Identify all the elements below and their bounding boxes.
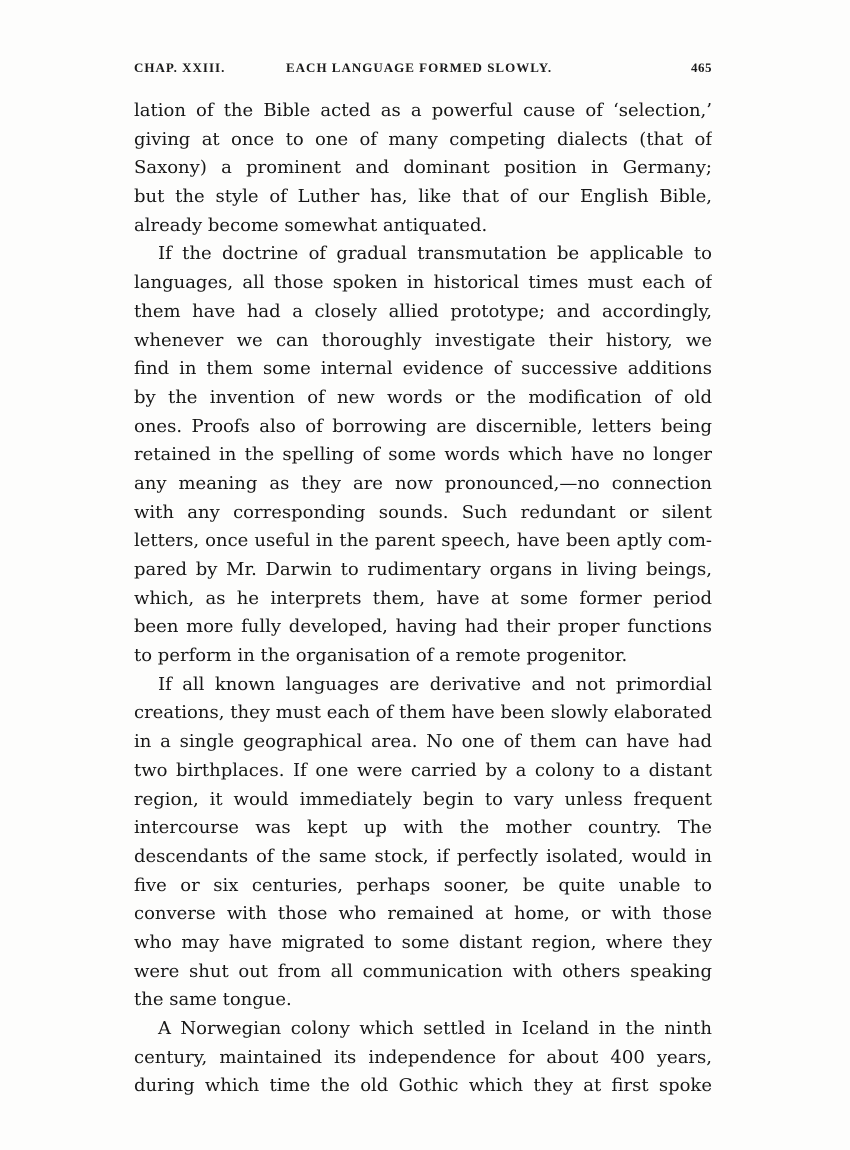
text-line: find in them some internal evidence of successive additions (134, 358, 712, 380)
text-line: any meaning as they are now pronounced,—no connection (134, 472, 712, 494)
text-line: pared by Mr. Darwin to rudimentary organs in living beings, (134, 559, 712, 580)
running-title: EACH LANGUAGE FORMED SLOWLY. (286, 60, 553, 75)
text-line: already become somewhat antiquated. (134, 214, 488, 236)
text-line: which, as he interprets them, have at some former period (134, 587, 712, 609)
text-line: giving at once to one of many competing dialects (that of (134, 128, 712, 150)
text-line: converse with those who remained at home, or with those (134, 903, 712, 925)
text-line: been more fully developed, having had their proper functions (134, 616, 712, 638)
text-line: with any corresponding sounds. Such redundant or silent (134, 501, 712, 523)
text-line: who may have migrated to some distant region, where they (134, 931, 712, 953)
text-line: by the invention of new words or the modification of old (134, 386, 712, 408)
text-line: five or six centuries, perhaps sooner, be quite unable to (134, 874, 712, 896)
text-line: during which time the old Gothic which they at first spoke (134, 1075, 712, 1097)
text-line: but the style of Luther has, like that of our English Bible, (134, 186, 712, 208)
text-line: two birthplaces. If one were carried by a colony to a distant (134, 759, 712, 781)
text-line: whenever we can thoroughly investigate their history, we (134, 329, 712, 351)
text-line: If all known languages are derivative and not primordial (158, 673, 712, 695)
text-line: creations, they must each of them have been slowly elaborated (134, 702, 712, 724)
text-line: intercourse was kept up with the mother country. The (134, 817, 712, 839)
text-line: region, it would immediately begin to vary unless frequent (134, 788, 712, 810)
text-line: letters, once useful in the parent speech, have been aptly com- (134, 530, 712, 552)
page-number: 465 (691, 60, 712, 75)
text-line: retained in the spelling of some words which have no longer (134, 444, 712, 466)
text-line: languages, all those spoken in historical times must each of (134, 272, 712, 294)
chapter-label: CHAP. XXIII. (134, 60, 226, 75)
text-line: A Norwegian colony which settled in Iceland in the ninth (158, 1018, 712, 1039)
text-line: to perform in the organisation of a remote progenitor. (134, 645, 628, 667)
text-line: them have had a closely allied prototype; and accordingly, (134, 300, 712, 322)
text-line: the same tongue. (134, 989, 292, 1011)
text-line: were shut out from all communication with others speaking (134, 960, 712, 982)
text-line: If the doctrine of gradual transmutation be applicable to (158, 243, 712, 265)
text-line: Saxony) a prominent and dominant position in Germany; (134, 157, 712, 179)
running-head (134, 60, 712, 82)
text-line: ones. Proofs also of borrowing are discernible, letters being (134, 415, 712, 437)
body-text (134, 97, 712, 1101)
text-line: century, maintained its independence for about 400 years, (134, 1046, 712, 1068)
text-line: lation of the Bible acted as a powerful cause of ‘selection,’ (134, 100, 712, 121)
text-line: descendants of the same stock, if perfectly isolated, would in (134, 845, 712, 867)
text-line: in a single geographical area. No one of them can have had (134, 731, 712, 753)
